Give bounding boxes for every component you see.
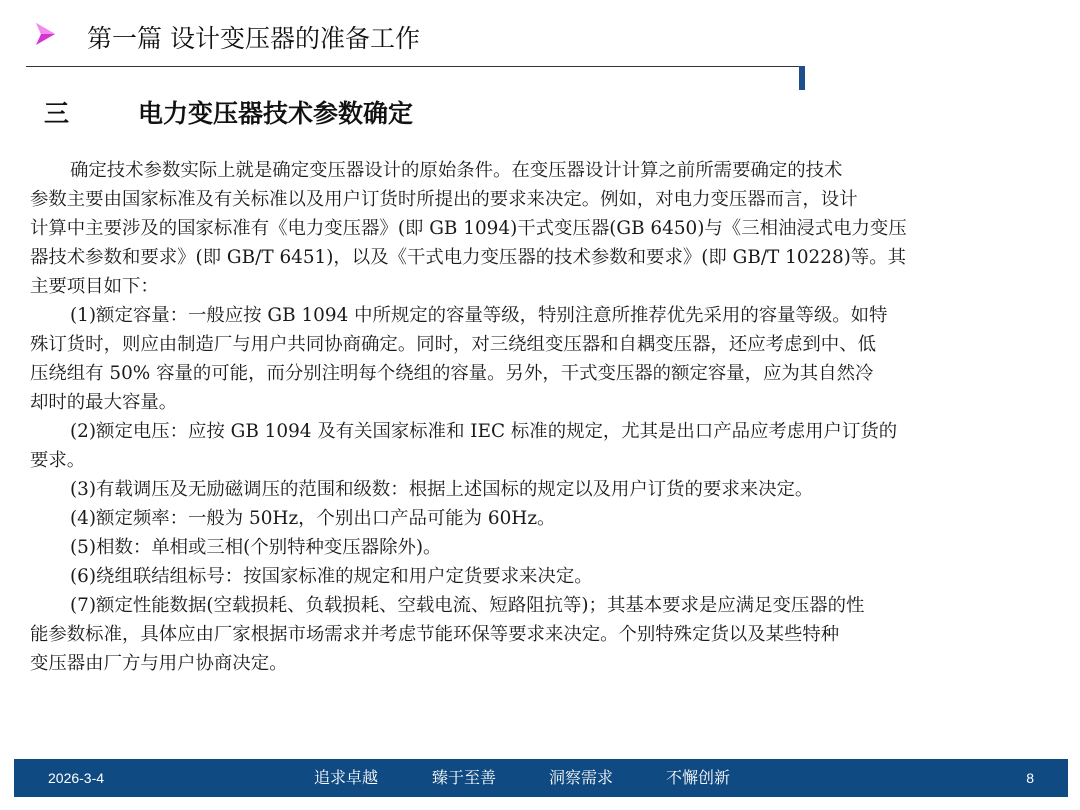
footer-date: 2026-3-4	[48, 770, 105, 786]
list-item-line: (5)相数：单相或三相(个别特种变压器除外)。	[70, 537, 442, 558]
paragraph-line: 器技术参数和要求》(即 GB/T 6451)，以及《干式电力变压器的技术参数和要求》(即 GB/T 10228)等。其	[30, 247, 907, 268]
list-item-line: (7)额定性能数据(空载损耗、负载损耗、空载电流、短路阻抗等)；其基本要求是应满足变压器的性	[70, 595, 865, 616]
footer-slogan: 洞察需求	[549, 768, 614, 787]
paragraph-line: 主要项目如下：	[30, 276, 159, 297]
list-item-line: 能参数标准，具体应由厂家根据市场需求并考虑节能环保等要求来决定。个别特殊定货以及某些特种	[30, 624, 840, 645]
page-number: 8	[1026, 770, 1034, 786]
header-divider-accent	[799, 66, 805, 90]
list-item-line: (4)额定频率：一般为 50Hz，个别出口产品可能为 60Hz。	[70, 508, 556, 529]
list-item-line: 却时的最大容量。	[30, 392, 178, 413]
list-item-line: (1)额定容量：一般应按 GB 1094 中所规定的容量等级，特别注意所推荐优先采用的容量等级。如特	[70, 305, 888, 326]
paragraph-line: 确定技术参数实际上就是确定变压器设计的原始条件。在变压器设计计算之前所需要确定的技术	[70, 160, 843, 181]
list-item-line: (6)绕组联结组标号：按国家标准的规定和用户定货要求来决定。	[70, 566, 593, 587]
page-title: 第一篇 设计变压器的准备工作	[87, 24, 420, 53]
list-item-line: 变压器由厂方与用户协商决定。	[30, 653, 288, 674]
list-item-line: (2)额定电压：应按 GB 1094 及有关国家标准和 IEC 标准的规定，尤其是出口产品应考虑用户订货的	[70, 421, 898, 442]
footer-slogan: 不懈创新	[666, 768, 731, 787]
paragraph-line: 参数主要由国家标准及有关标准以及用户订货时所提出的要求来决定。例如，对电力变压器而言，设计	[30, 189, 858, 210]
section-number: 三	[44, 99, 70, 128]
list-item-line: 压绕组有 50% 容量的可能，而分别注明每个绕组的容量。另外，干式变压器的额定容量，应为其自然冷	[30, 363, 874, 384]
paragraph-line: 计算中主要涉及的国家标准有《电力变压器》(即 GB 1094)干式变压器(GB 6450)与《三相油浸式电力变压	[30, 218, 907, 239]
list-item-line: 要求。	[30, 450, 86, 471]
footer-slogan: 追求卓越	[314, 768, 379, 787]
header-divider	[26, 66, 804, 67]
footer-bar	[14, 759, 1068, 797]
section-title: 电力变压器技术参数确定	[138, 99, 414, 128]
body-text	[30, 156, 990, 678]
list-item-line: (3)有载调压及无励磁调压的范围和级数：根据上述国标的规定以及用户订货的要求来决定。	[70, 479, 814, 500]
list-item-line: 殊订货时，则应由制造厂与用户共同协商确定。同时，对三绕组变压器和自耦变压器，还应考虑到中、低	[30, 334, 876, 355]
footer-slogan: 臻于至善	[432, 768, 497, 787]
arrow-bullet-icon	[34, 22, 56, 46]
